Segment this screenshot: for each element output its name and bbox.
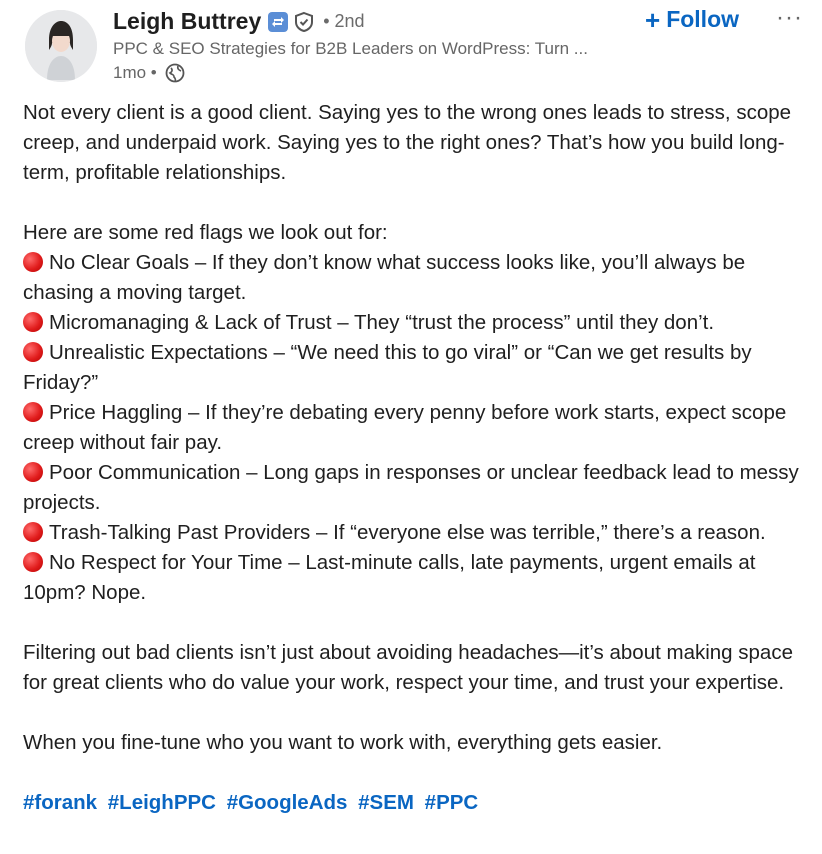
hashtag-row [23, 788, 813, 818]
hashtag-link[interactable]: #PPC [424, 791, 479, 814]
list-item: Trash-Talking Past Providers – If “everyone else was terrible,” there’s a reason. [23, 518, 813, 548]
red-flag-list [23, 248, 813, 608]
author-name[interactable]: Leigh Buttrey [113, 8, 262, 34]
red-circle-icon [23, 522, 43, 542]
post-time-row [113, 63, 185, 83]
globe-icon [165, 63, 185, 83]
red-circle-icon [23, 252, 43, 272]
list-item: No Clear Goals – If they don’t know what success looks like, you’ll always be chasing a moving target. [23, 251, 746, 304]
post-final: When you fine-tune who you want to work with, everything gets easier. [23, 731, 663, 754]
red-circle-icon [23, 342, 43, 362]
post-intro: Not every client is a good client. Saying yes to the wrong ones leads to stress, scope creep, and underpaid work. Saying yes to the right ones? That’s how you build long-term, profitable relationships. [23, 101, 792, 184]
author-name-row [113, 8, 365, 35]
author-headline[interactable]: PPC & SEO Strategies for B2B Leaders on WordPress: Turn ... [113, 39, 588, 58]
list-intro: Here are some red flags we look out for: [23, 221, 388, 244]
post-body [23, 98, 813, 818]
connection-degree: • 2nd [323, 11, 365, 31]
list-item: Micromanaging & Lack of Trust – They “trust the process” until they don’t. [23, 308, 813, 338]
hashtag-link[interactable]: #forank [23, 791, 98, 814]
list-item: Unrealistic Expectations – “We need this to go viral” or “Can we get results by Friday?” [23, 341, 752, 394]
hashtag-link[interactable]: #SEM [358, 791, 414, 814]
hashtag-link[interactable]: #GoogleAds [226, 791, 348, 814]
post-time: 1mo • [113, 63, 157, 82]
person-avatar-icon [25, 10, 97, 82]
hashtag-link[interactable]: #LeighPPC [107, 791, 216, 814]
repost-badge-icon [267, 11, 289, 33]
red-circle-icon [23, 312, 43, 332]
list-item: Price Haggling – If they’re debating every penny before work starts, expect scope creep without fair pay. [23, 401, 787, 454]
red-circle-icon [23, 462, 43, 482]
red-circle-icon [23, 402, 43, 422]
more-options-button[interactable]: ··· [776, 4, 803, 31]
list-item: Poor Communication – Long gaps in responses or unclear feedback lead to messy projects. [23, 461, 799, 514]
follow-button[interactable] [645, 6, 739, 33]
plus-icon: + [645, 4, 661, 35]
red-circle-icon [23, 552, 43, 572]
verified-shield-icon [293, 11, 315, 33]
post-closing: Filtering out bad clients isn’t just about avoiding headaches—it’s about making space for great clients who do value your work, respect your time, and trust your expertise. [23, 641, 793, 694]
follow-label: Follow [666, 6, 740, 32]
author-avatar[interactable] [25, 10, 97, 82]
list-item: No Respect for Your Time – Last-minute calls, late payments, urgent emails at 10pm? Nope. [23, 551, 756, 604]
